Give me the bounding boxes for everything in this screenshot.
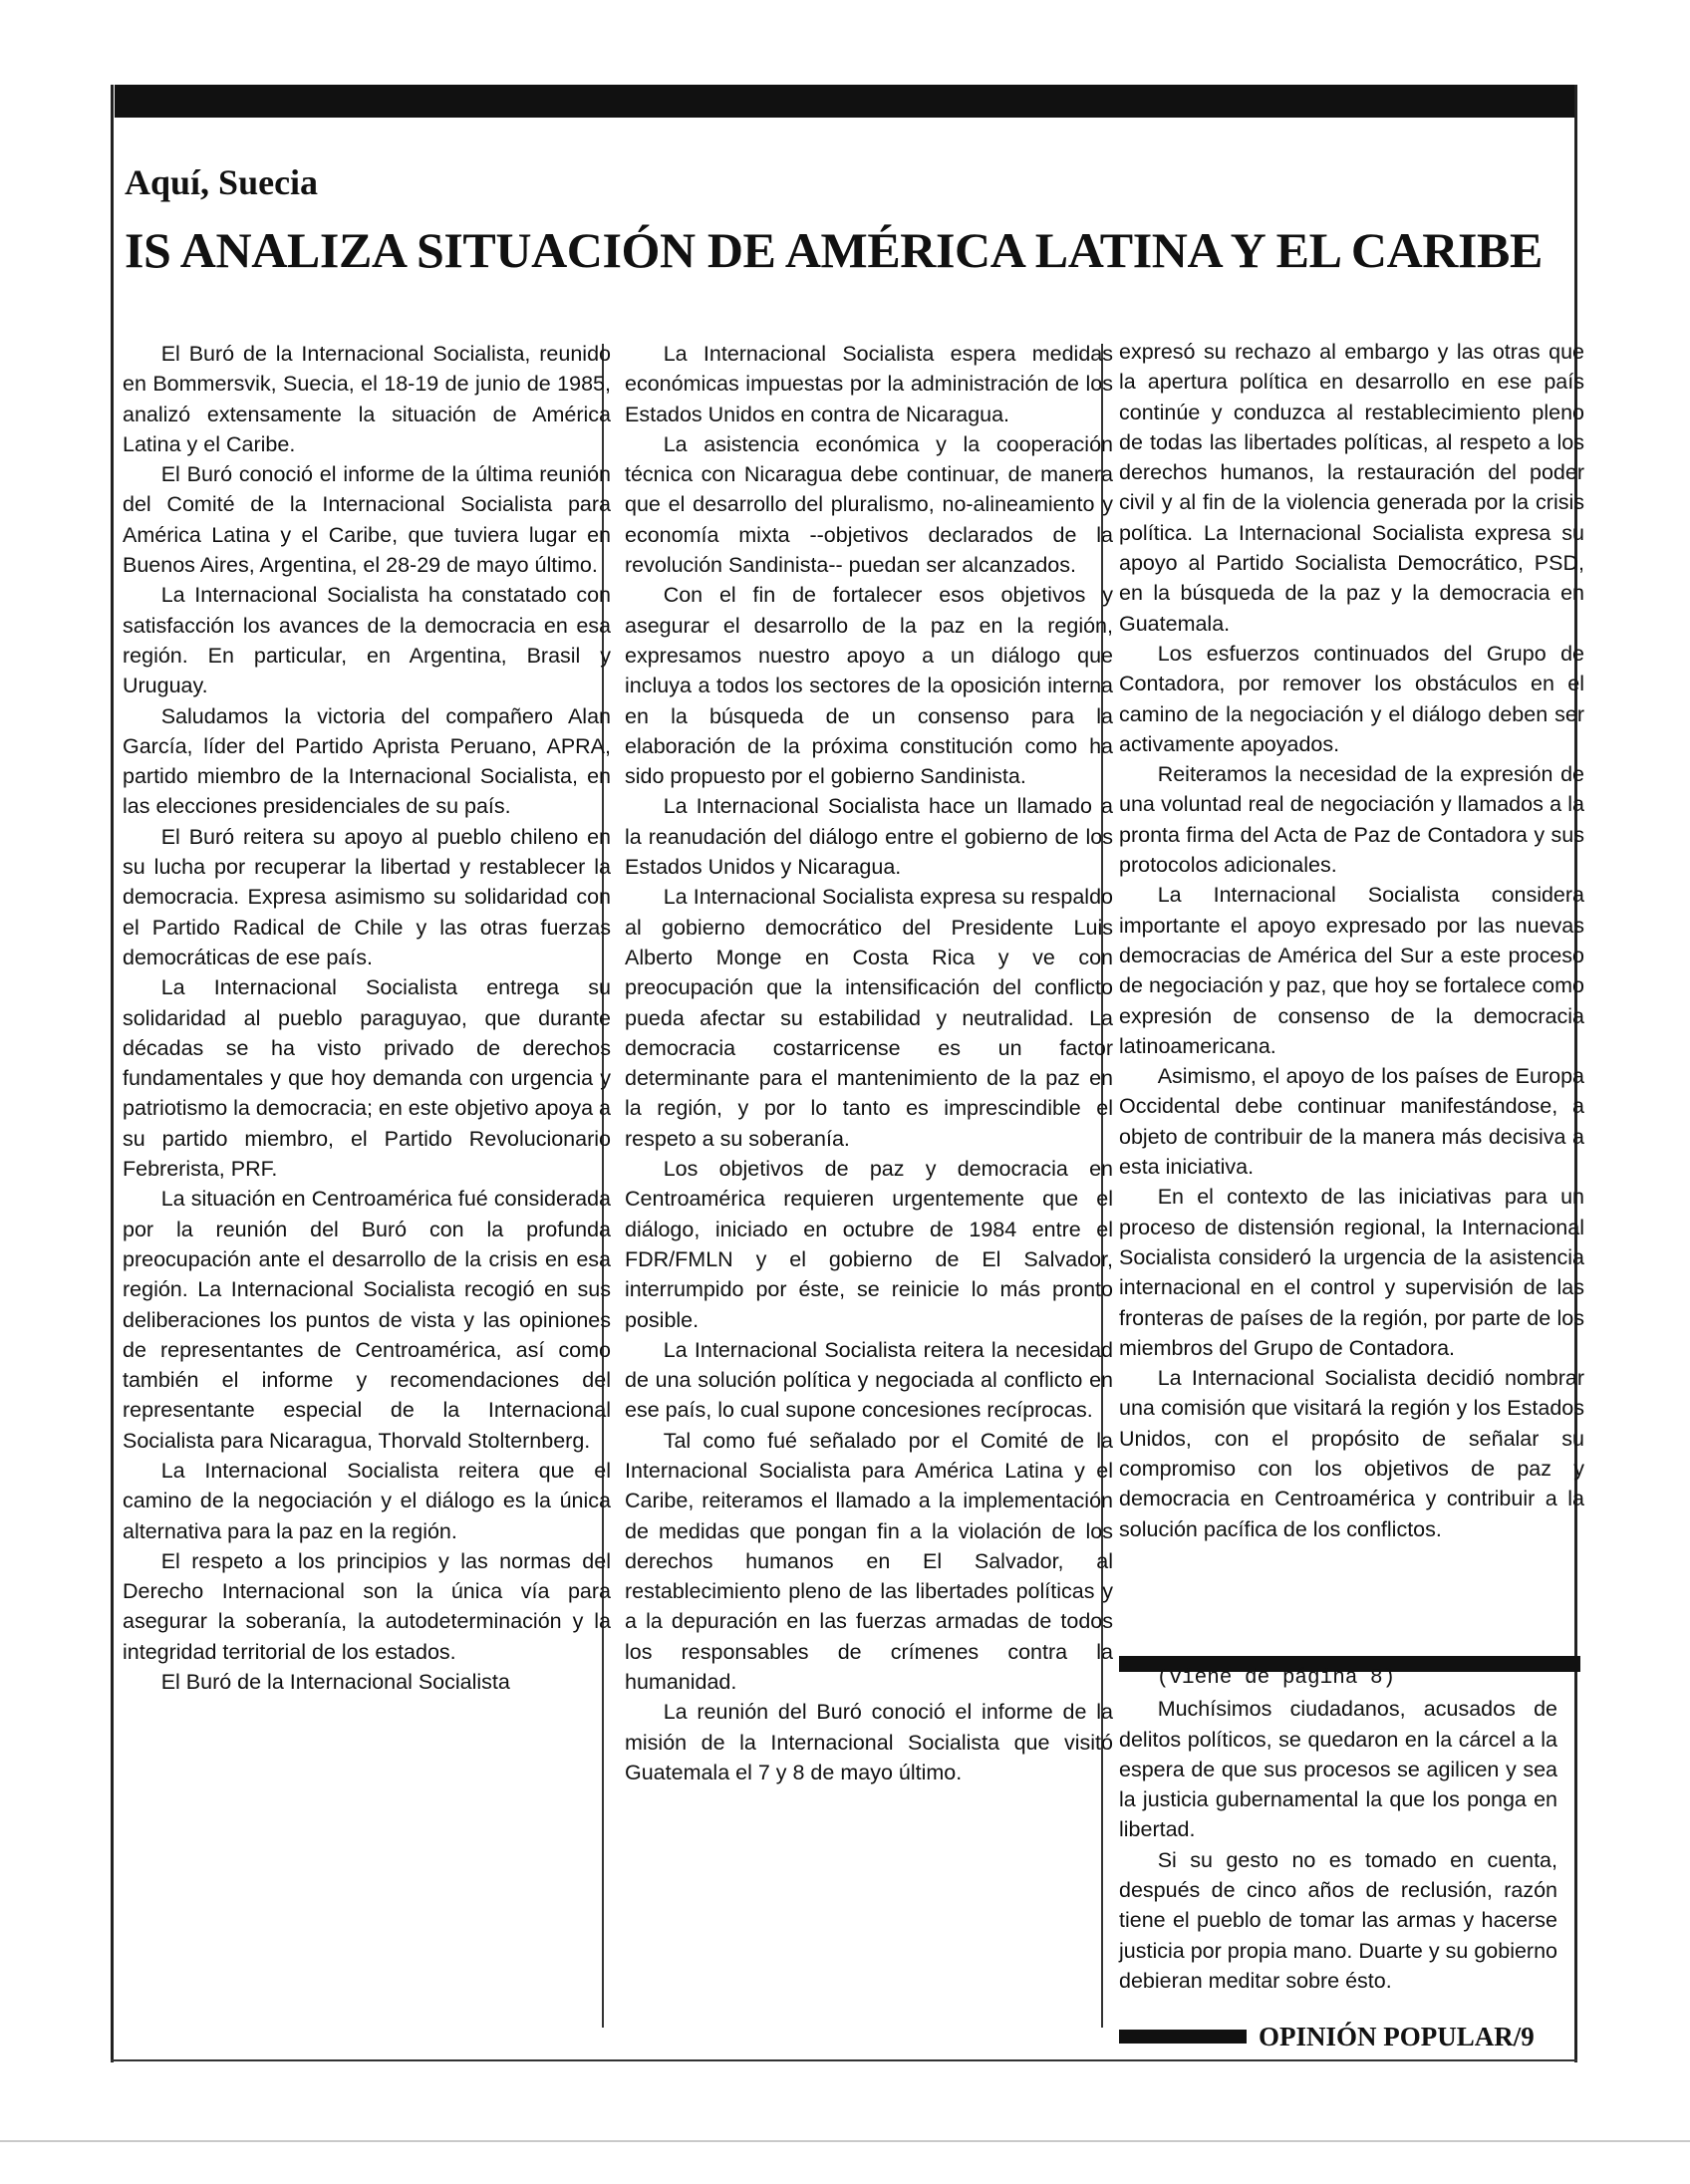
frame-bottom-rule [111, 2059, 1577, 2061]
continued-from-note: (viene de página 8) [1156, 1667, 1396, 1690]
paragraph: La Internacional Socialista considera importante el apoyo expresado por las nuevas democracias de América del Sur a este proceso de negociación y paz, que hoy se fortalece como expresión de consenso de la democracia latinoamericana. [1119, 883, 1584, 1058]
paragraph: Con el fin de fortalecer esos objetivos y asegurar el desarrollo de la paz en la región, expresamos nuestro apoyo a un diálogo que incluya a todos los sectores de la oposición interna en la búsqueda de un consenso para la elaboración de la próxima constitución como ha sido propuesto por el gobierno Sandinista. [625, 583, 1113, 789]
paragraph: Los objetivos de paz y democracia en Centroamérica requieren urgentemente que el diálogo, iniciado en octubre de 1984 entre el FDR/FMLN y el gobierno de El Salvador, interrumpido por éste, se reinicie lo más pronto posible. [625, 1157, 1113, 1332]
page-footer [1119, 2021, 1587, 2052]
page-edge-line [0, 2140, 1690, 2142]
paragraph: La Internacional Socialista decidió nombrar una comisión que visitará la región y los Estados Unidos, con el propósito de señalar su compromiso con los objetivos de paz y democracia en Centroamérica y contribuir a la solución pacífica de los conflictos. [1119, 1366, 1584, 1541]
top-black-bar [115, 85, 1574, 118]
paragraph: En el contexto de las iniciativas para un proceso de distensión regional, la Internacional Socialista consideró la urgencia de la asistencia internacional en el control y supervisión de las fronteras de países de la región, por parte de los miembros del Grupo de Contadora. [1119, 1185, 1584, 1360]
paragraph: La Internacional Socialista reitera la necesidad de una solución política y negociada al conflicto en ese país, lo cual supone concesiones recíprocas. [625, 1337, 1113, 1423]
paragraph: Muchísimos ciudadanos, acusados de delitos políticos, se quedaron en la cárcel a la espera de que sus procesos se agilicen y sea la justicia gubernamental la que los ponga en libertad. [1119, 1697, 1557, 1842]
continued-article [1119, 1664, 1557, 1996]
paragraph: La Internacional Socialista entrega su solidaridad al pueblo paraguyao, que durante décadas se ha visto privado de derechos fundamentales y que hoy demanda con urgencia y patriotismo la democracia; en este objetivo apoya a su partido miembro, el Partido Revolucionario Febrerista, PRF. [123, 975, 611, 1182]
paragraph: El Buró conoció el informe de la última reunión del Comité de la Internacional Socialista para América Latina y el Caribe, que tuviera lugar en Buenos Aires, Argentina, el 28-29 de mayo último. [123, 462, 611, 578]
paragraph: La situación en Centroamérica fué considerada por la reunión del Buró con la profunda preocupación ante el desarrollo de la crisis en esa región. La Internacional Socialista recogió en sus deliberaciones los puntos de vista y las opiniones de representantes de Centroamérica, así como también el informe y recomendaciones del representante especial de la Internacional Socialista para Nicaragua, Thorvald Stolternberg. [123, 1187, 611, 1453]
paragraph: La Internacional Socialista hace un llamado a la reanudación del diálogo entre el gobierno de los Estados Unidos y Nicaragua. [625, 794, 1113, 880]
paragraph: El Buró reitera su apoyo al pueblo chileno en su lucha por recuperar la libertad y restablecer la democracia. Expresa asimismo su solidaridad con el Partido Radical de Chile y las otras fuerzas democráticas de ese país. [123, 824, 611, 969]
paragraph: Si su gesto no es tomado en cuenta, después de cinco años de reclusión, razón tiene el pueblo de tomar las armas y hacerse justicia por propia mano. Duarte y su gobierno debieran meditar sobre ésto. [1119, 1847, 1557, 1993]
paragraph: El respeto a los principios y las normas del Derecho Internacional son la única vía para asegurar la soberanía, la autodeterminación y la integridad territorial de los estados. [123, 1548, 611, 1664]
footer-folio: OPINIÓN POPULAR/9 [1259, 2022, 1535, 2051]
paragraph: El Buró de la Internacional Socialista, reunido en Bommersvik, Suecia, el 18-19 de junio de 1985, analizó extensamente la situación de América Latina y el Caribe. [123, 342, 611, 456]
paragraph: La Internacional Socialista espera medidas económicas impuestas por la administración de los Estados Unidos en contra de Nicaragua. [625, 342, 1113, 426]
article-headline: IS ANALIZA SITUACIÓN DE AMÉRICA LATINA Y EL CARIBE [125, 222, 1543, 278]
section-kicker: Aquí, Suecia [125, 162, 319, 202]
paragraph: La Internacional Socialista reitera que el camino de la negociación y el diálogo es la única alternativa para la paz en la región. [123, 1458, 611, 1543]
paragraph: La Internacional Socialista expresa su respaldo al gobierno democrático del Presidente Luis Alberto Monge en Costa Rica y ve con preocupación que la intensificación del conflicto pueda afectar su estabilidad y neutralidad. La democracia costarricense es un factor determinante para el mantenimiento de la paz en la región, y por lo tanto es imprescindible el respeto a su soberanía. [625, 885, 1113, 1151]
paragraph: Tal como fué señalado por el Comité de la Internacional Socialista para América Latina y el Caribe, reiteramos el llamado a la implementación de medidas que pongan fin a la violación de los derechos humanos en El Salvador, al restablecimiento pleno de las libertades políticas y a la depuración en las fuerzas armadas de todos los responsables de crímenes contra la humanidad. [625, 1428, 1113, 1695]
paragraph: Asimismo, el apoyo de los países de Europa Occidental debe continuar manifestándose, a objeto de contribuir de la manera más decisiva a esta iniciativa. [1119, 1064, 1584, 1180]
article-column-1 [123, 339, 611, 1697]
footer-bar [1119, 2030, 1247, 2044]
paragraph: La asistencia económica y la cooperación técnica con Nicaragua debe continuar, de manera que el desarrollo del pluralismo, no-alineamiento y economía mixta --objetivos declarados de la revolución Sandinista-- puedan ser alcanzados. [625, 431, 1113, 578]
paragraph: Saludamos la victoria del compañero Alan García, líder del Partido Aprista Peruano, APRA, partido miembro de la Internacional Socialista, en las elecciones presidenciales de su país. [123, 703, 611, 819]
paragraph: El Buró de la Internacional Socialista [160, 1670, 510, 1695]
paragraph: La reunión del Buró conoció el informe de la misión de la Internacional Socialista que visitó Guatemala el 7 y 8 de mayo último. [625, 1700, 1113, 1784]
paragraph: La Internacional Socialista ha constatado con satisfacción los avances de la democracia en esa región. En particular, en Argentina, Brasil y Uruguay. [123, 583, 611, 698]
article-column-3 [1119, 337, 1584, 1544]
frame-left-rule [111, 85, 114, 2062]
paragraph: expresó su rechazo al embargo y las otras que la apertura política en desarrollo en ese país continúe y conduzca al restablecimiento pleno de todas las libertades políticas, al respeto a los derechos humanos, la restauración del poder civil y al fin de la violencia generada por la crisis política. La Internacional Socialista expresa su apoyo al Partido Socialista Democrático, PSD, en la búsqueda de la paz y la democracia en Guatemala. [1119, 340, 1584, 636]
article-column-2 [625, 339, 1113, 1787]
paragraph: Reiteramos la necesidad de la expresión de una voluntad real de negociación y llamados a la pronta firma del Acta de Paz de Contadora y sus protocolos adicionales. [1119, 762, 1584, 878]
paragraph: Los esfuerzos continuados del Grupo de Contadora, por remover los obstáculos en el camino de la negociación y el diálogo deben ser activamente apoyados. [1119, 641, 1584, 756]
